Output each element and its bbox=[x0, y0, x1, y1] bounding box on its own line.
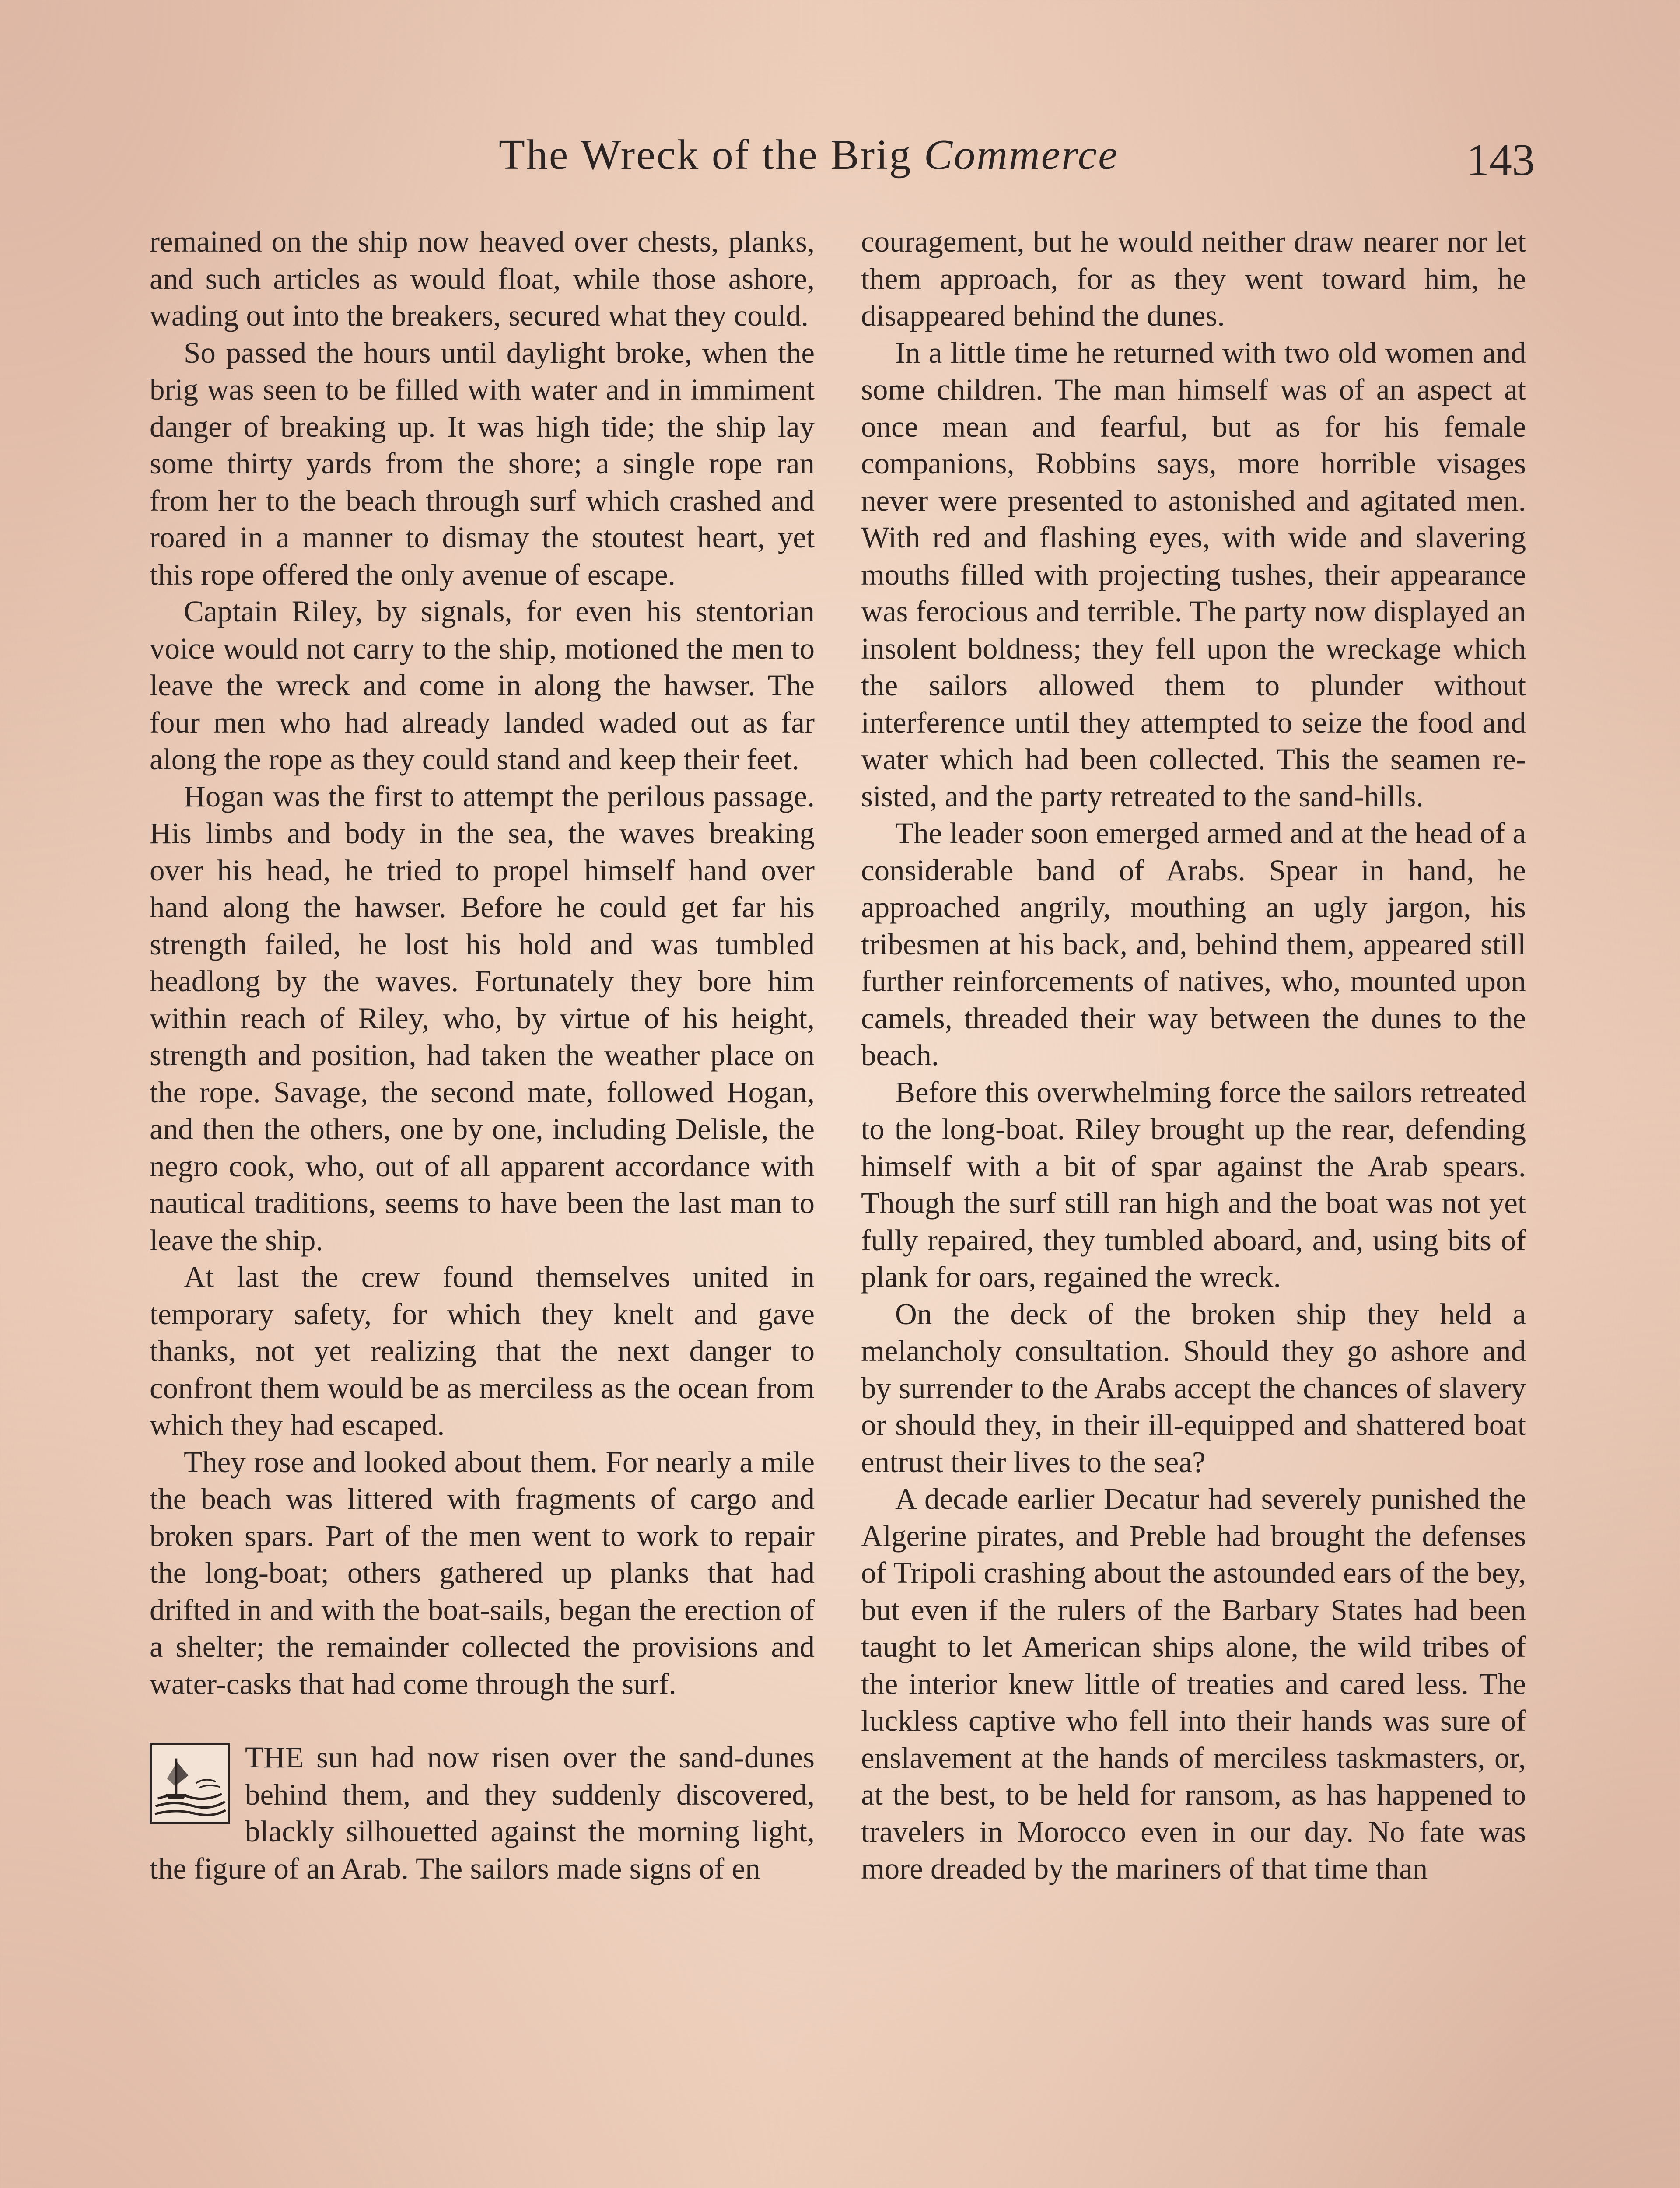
section-opening-paragraph: THE sun had now risen over the sand-dunes behind them, and they suddenly discovered, blackly silhouetted against the morning light, the figure of an Arab. The sailors made signs of en bbox=[150, 1741, 815, 1885]
paragraph: remained on the ship now heaved over chests, planks, and such articles as would float, while those ashore, wading out into the breakers, secured what they could. bbox=[150, 225, 815, 332]
page-number: 143 bbox=[1466, 135, 1535, 185]
running-title-text: The Wreck of the Brig bbox=[499, 131, 924, 179]
right-column bbox=[861, 223, 1526, 1887]
paragraph: A decade earlier Decatur had severely punished the Algerine pirates, and Preble had brought the defenses of Tripoli crashing about the astounded ears of the bey, but even if the rulers of the Barbary States had been taught to let American ships alone, the wild tribes of the interior knew little of treaties and cared less. The luckless captive who fell into their hands was sure of enslavement at the hands of merciless taskmasters, or, at the best, to be held for ransom, as has happened to travelers in Morocco even in our day. No fate was more dreaded by the mariners of that time than bbox=[861, 1482, 1526, 1885]
section-break bbox=[150, 1702, 815, 1739]
running-header bbox=[0, 118, 1680, 185]
paragraph: Before this overwhelming force the sailors retreated to the long-boat. Riley brought up the rear, defending himself with a bit of spar against the Arab spears. Though the surf still ran high and the boat was not yet fully repaired, they tumbled aboard, and, using bits of plank for oars, regained the wreck. bbox=[861, 1075, 1526, 1294]
running-title-ship-name: Commerce bbox=[924, 131, 1119, 179]
paragraph: In a little time he returned with two old women and some children. The man himself was of an aspect at once mean and fearful, but as for his female companions, Robbins says, more horrible visages never were presented to astonished and agitated men. With red and flashing eyes, with wide and slavering mouths filled with projecting tushes, their appearance was ferocious and terrible. The party now displayed an insolent boldness; they fell upon the wreckage which the sailors allowed them to plunder without interference until they attempted to seize the food and water which had been collected. This the seamen resisted, and the party retreated to the sand-hills. bbox=[861, 336, 1526, 813]
paragraph: Captain Riley, by signals, for even his stentorian voice would not carry to the ship, motioned the men to leave the wreck and come in along the hawser. The four men who had already landed waded out as far along the rope as they could stand and keep their feet. bbox=[150, 595, 815, 776]
section-opening bbox=[150, 1739, 815, 1887]
paragraph: Hogan was the first to attempt the perilous passage. His limbs and body in the sea, the waves breaking over his head, he tried to propel himself hand over hand along the hawser. Before he could get far his strength failed, he lost his hold and was tumbled headlong by the waves. Fortunately they bore him within reach of Riley, who, by virtue of his height, strength and position, had taken the weather place on the rope. Savage, the second mate, followed Hogan, and then the others, one by one, including Delisle, the negro cook, who, out of all apparent accordance with nautical traditions, seems to have been the last man to leave the ship. bbox=[150, 779, 815, 1257]
paragraph: On the deck of the broken ship they held a melancholy consultation. Should they go ashore and by surrender to the Arabs accept the chances of slavery or should they, in their ill-equipped and shattered boat entrust their lives to the sea? bbox=[861, 1297, 1526, 1479]
running-title bbox=[499, 130, 1119, 179]
paragraph: So passed the hours until daylight broke, when the brig was seen to be filled with water and in immiment danger of breaking up. It was high tide; the ship lay some thirty yards from the shore; a single rope ran from her to the beach through surf which crashed and roared in a manner to dismay the stoutest heart, yet this rope offered the only avenue of escape. bbox=[150, 336, 815, 591]
paragraph: They rose and looked about them. For nearly a mile the beach was littered with fragments of cargo and broken spars. Part of the men went to work to repair the long-boat; others gathered up planks that had drifted in and with the boat-sails, began the erection of a shelter; the remainder collected the provisions and water-casks that had come through the surf. bbox=[150, 1445, 815, 1701]
ship-vignette-icon bbox=[150, 1743, 230, 1824]
paragraph: couragement, but he would neither draw nearer nor let them approach, for as they went toward him, he disappeared behind the dunes. bbox=[861, 225, 1526, 332]
paragraph: At last the crew found themselves united in temporary safety, for which they knelt and gave thanks, not yet realizing that the next danger to confront them would be as merciless as the ocean from which they had escaped. bbox=[150, 1260, 815, 1441]
paragraph: The leader soon emerged armed and at the head of a considerable band of Arabs. Spear in hand, he approached angrily, mouthing an ugly jargon, his tribesmen at his back, and, behind them, appeared still further reinforcements of natives, who, mounted upon camels, threaded their way between the dunes to the beach. bbox=[861, 817, 1526, 1072]
left-column bbox=[150, 223, 815, 1887]
